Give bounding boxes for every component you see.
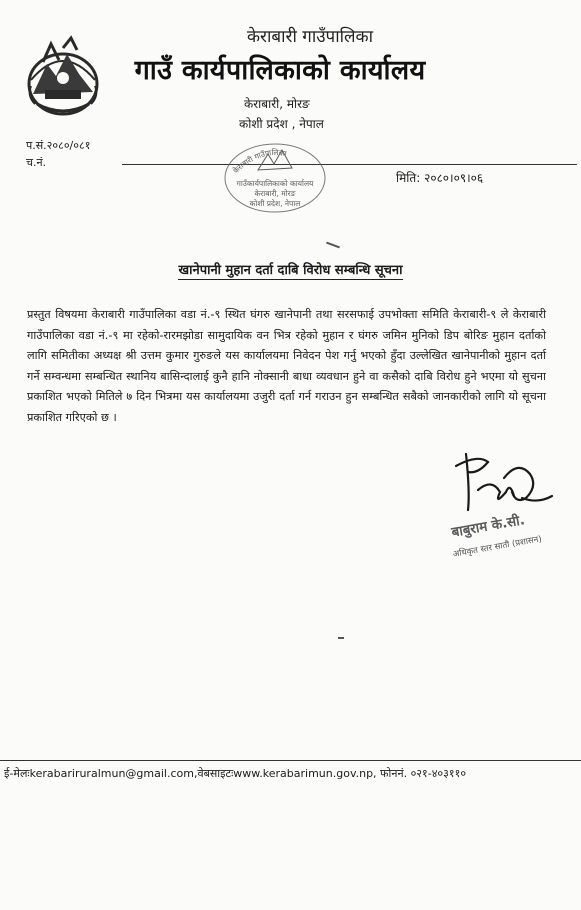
nepal-emblem-logo	[23, 34, 103, 120]
header-divider	[122, 164, 577, 165]
reference-number: प.सं.२०८०/०८१	[26, 139, 91, 152]
pen-mark	[326, 242, 340, 249]
stamp-text-line2: गाउँकार्यपालिकाको कार्यालय	[236, 179, 314, 188]
stamp-text-line4: कोशी प्रदेश, नेपाल	[249, 199, 301, 208]
stamp-text-line3: केराबारी, मोरङ	[254, 189, 296, 198]
notice-title-text: खानेपानी मुहान दर्ता दाबि विरोध सम्बन्धि सूचना	[178, 263, 403, 278]
footer-divider	[0, 760, 581, 761]
office-stamp	[220, 136, 330, 214]
notice-body: प्रस्तुत विषयमा केराबारी गाउँपालिका वडा नं.-९ स्थित घंगरु खानेपानी तथा सरसफाई उपभोक्ता समिति केराबारी-९ ले केराबारी गाउँपालिका वडा नं.-९ मा रहेको-रारमझोडा सामुदायिक वन भित्र रहेको मुहान र घंगरु जमिन मुनिको डिप बोरिङ मुहान दर्ताको लागि समितीका अध्यक्ष श्री उत्तम कुमार गुरुङले यस कार्यालयमा निवेदन पेश गर्नु भएको हुँदा उल्लेखित खानेपानीको मुहान दर्ता गर्ने सम्वन्धमा सम्बन्धित स्थानिय बासिन्दालाई कुनै हानि नोक्सानी बाधा व्यवधान हुने वा कसैको दाबि विरोध हुने भएमा यो सुचना प्रकाशित भएको मितिले ७ दिन भित्रमा यस कार्यालयमा उजुरी दर्ता गर्न गराउन हुन सम्बन्धित सबैको जानकारीको लागि यो सूचना प्रकाशित गरिएको छ ।	[27, 308, 546, 424]
notice-date: मिति: २०८०।०९।०६	[396, 171, 484, 185]
svg-text:केराबारी गाउँपालिका	[231, 148, 288, 175]
address-line-1: केराबारी, मोरङ	[244, 97, 310, 111]
notice-title	[0, 260, 581, 278]
dispatch-number: च.नं.	[26, 156, 47, 169]
office-name: गाउँ कार्यपालिकाको कार्यालय	[134, 55, 426, 86]
pen-mark	[338, 637, 344, 639]
stamp-text-arc: केराबारी गाउँपालिका	[231, 147, 288, 176]
signatory-name: बाबुराम के.सी.	[450, 512, 526, 541]
footer-contact: ई-मेलःkerabariruralmun@gmail.com,वेबसाइटःwww.kerabarimun.gov.np, फोननं. ०२१-४०३११०	[4, 767, 467, 780]
municipality-name: केराबारी गाउँपालिका	[246, 27, 374, 47]
address-line-2: कोशी प्रदेश , नेपाल	[239, 117, 324, 131]
signatory-title: अधिकृत स्तर सातौ (प्रशासन)	[452, 534, 543, 560]
